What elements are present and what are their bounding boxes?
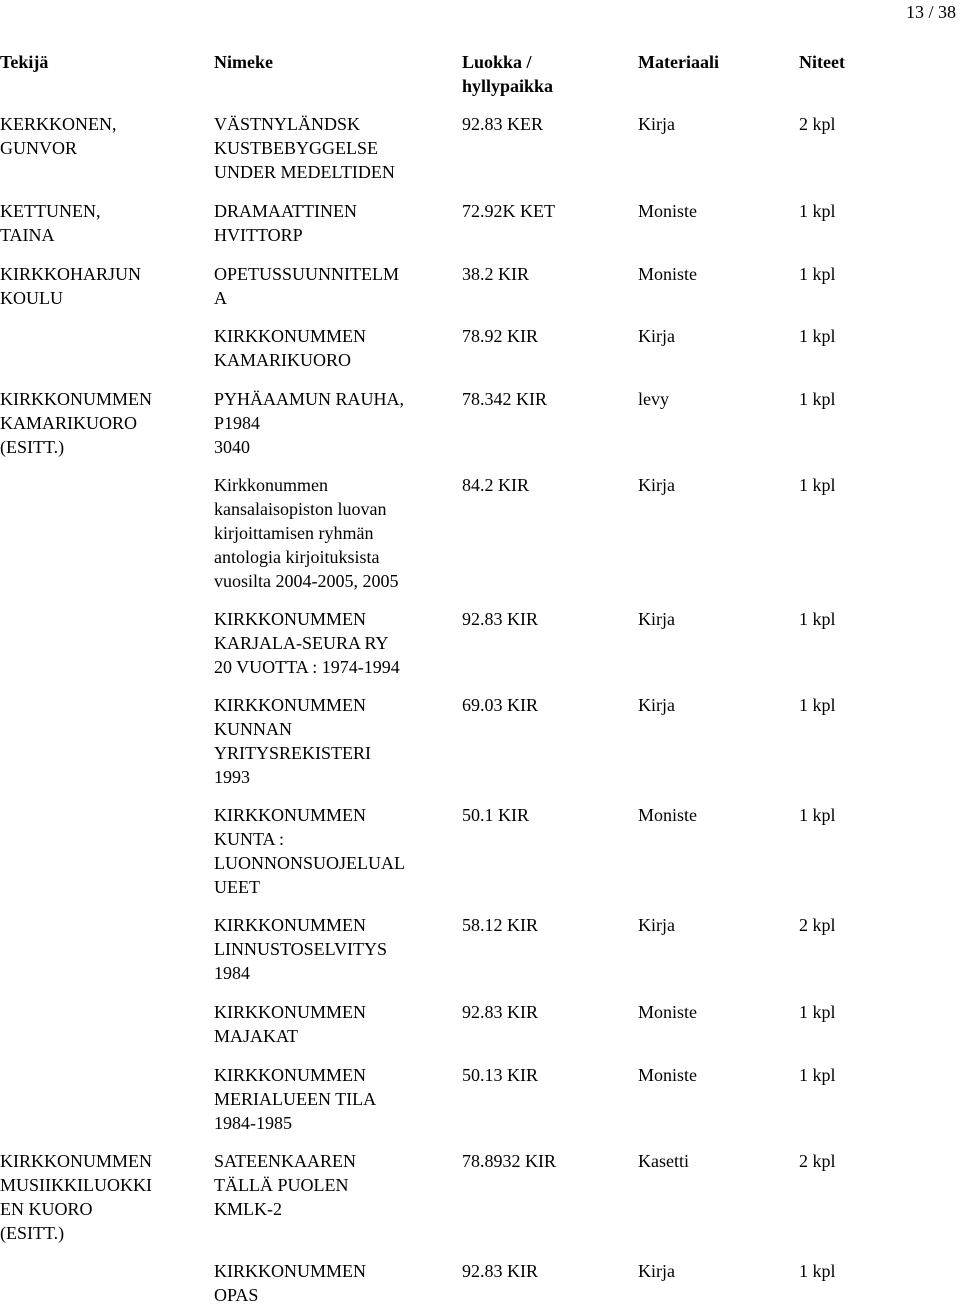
title-cell: KIRKKONUMMEN LINNUSTOSELVITYS 1984 bbox=[214, 915, 388, 983]
title-cell: KIRKKONUMMEN MERIALUEEN TILA 1984-1985 bbox=[214, 1065, 377, 1133]
class-cell: 78.92 KIR bbox=[462, 326, 538, 346]
class-cell: 78.8932 KIR bbox=[462, 1151, 556, 1171]
page-number: 13 / 38 bbox=[905, 2, 956, 22]
material-cell: Kirja bbox=[638, 475, 675, 495]
author-cell: KETTUNEN, TAINA bbox=[0, 201, 101, 245]
count-cell: 1 kpl bbox=[799, 475, 836, 495]
title-cell: KIRKKONUMMEN KUNTA : LUONNONSUOJELUAL UEET bbox=[214, 805, 405, 897]
author-cell: KIRKKOHARJUN KOULU bbox=[0, 264, 142, 308]
count-cell: 1 kpl bbox=[799, 1002, 836, 1022]
title-cell: SATEENKAAREN TÄLLÄ PUOLEN KMLK-2 bbox=[214, 1151, 356, 1219]
class-cell: 38.2 KIR bbox=[462, 264, 529, 284]
material-cell: Kasetti bbox=[638, 1151, 689, 1171]
class-cell: 72.92K KET bbox=[462, 201, 555, 221]
count-cell: 1 kpl bbox=[799, 1261, 836, 1281]
count-cell: 1 kpl bbox=[799, 326, 836, 346]
material-cell: Kirja bbox=[638, 326, 675, 346]
class-cell: 69.03 KIR bbox=[462, 695, 538, 715]
material-cell: Moniste bbox=[638, 1002, 698, 1022]
title-cell: KIRKKONUMMEN OPAS bbox=[214, 1261, 366, 1305]
header-title: Nimeke bbox=[214, 52, 273, 72]
material-cell: Kirja bbox=[638, 915, 675, 935]
count-cell: 2 kpl bbox=[799, 915, 836, 935]
count-cell: 1 kpl bbox=[799, 389, 836, 409]
header-material: Materiaali bbox=[638, 52, 719, 72]
author-cell: KIRKKONUMMEN KAMARIKUORO (ESITT.) bbox=[0, 389, 152, 457]
class-cell: 92.83 KIR bbox=[462, 609, 538, 629]
material-cell: Kirja bbox=[638, 695, 675, 715]
title-cell: OPETUSSUUNNITELM A bbox=[214, 264, 400, 308]
title-cell: KIRKKONUMMEN KUNNAN YRITYSREKISTERI 1993 bbox=[214, 695, 371, 787]
class-cell: 50.1 KIR bbox=[462, 805, 529, 825]
material-cell: Moniste bbox=[638, 201, 698, 221]
class-cell: 92.83 KER bbox=[462, 114, 543, 134]
material-cell: Kirja bbox=[638, 114, 675, 134]
header-class: Luokka / hyllypaikka bbox=[462, 52, 554, 96]
count-cell: 1 kpl bbox=[799, 1065, 836, 1085]
title-cell: KIRKKONUMMEN MAJAKAT bbox=[214, 1002, 366, 1046]
class-cell: 50.13 KIR bbox=[462, 1065, 538, 1085]
author-cell: KERKKONEN, GUNVOR bbox=[0, 114, 117, 158]
count-cell: 1 kpl bbox=[799, 201, 836, 221]
count-cell: 1 kpl bbox=[799, 264, 836, 284]
title-cell: DRAMAATTINEN HVITTORP bbox=[214, 201, 357, 245]
title-cell: KIRKKONUMMEN KARJALA-SEURA RY 20 VUOTTA : 1974-1994 bbox=[214, 609, 400, 677]
material-cell: Moniste bbox=[638, 805, 698, 825]
title-cell: Kirkkonummen kansalaisopiston luovan kirjoittamisen ryhmän antologia kirjoituksista vuosilta 2004-2005, 2005 bbox=[214, 475, 399, 591]
class-cell: 84.2 KIR bbox=[462, 475, 529, 495]
title-cell: PYHÄAAMUN RAUHA, P1984 3040 bbox=[214, 389, 405, 457]
class-cell: 92.83 KIR bbox=[462, 1261, 538, 1281]
class-cell: 78.342 KIR bbox=[462, 389, 547, 409]
material-cell: Kirja bbox=[638, 609, 675, 629]
header-author: Tekijä bbox=[0, 52, 49, 72]
material-cell: levy bbox=[638, 389, 669, 409]
title-cell: KIRKKONUMMEN KAMARIKUORO bbox=[214, 326, 366, 370]
title-cell: VÄSTNYLÄNDSK KUSTBEBYGGELSE UNDER MEDELTIDEN bbox=[214, 114, 395, 182]
header-count: Niteet bbox=[799, 52, 845, 72]
class-cell: 58.12 KIR bbox=[462, 915, 538, 935]
count-cell: 1 kpl bbox=[799, 805, 836, 825]
author-cell: KIRKKONUMMEN MUSIIKKILUOKKI EN KUORO (ESITT.) bbox=[0, 1151, 152, 1243]
count-cell: 1 kpl bbox=[799, 695, 836, 715]
class-cell: 92.83 KIR bbox=[462, 1002, 538, 1022]
material-cell: Kirja bbox=[638, 1261, 675, 1281]
material-cell: Moniste bbox=[638, 264, 698, 284]
count-cell: 2 kpl bbox=[799, 1151, 836, 1171]
material-cell: Moniste bbox=[638, 1065, 698, 1085]
count-cell: 1 kpl bbox=[799, 609, 836, 629]
count-cell: 2 kpl bbox=[799, 114, 836, 134]
